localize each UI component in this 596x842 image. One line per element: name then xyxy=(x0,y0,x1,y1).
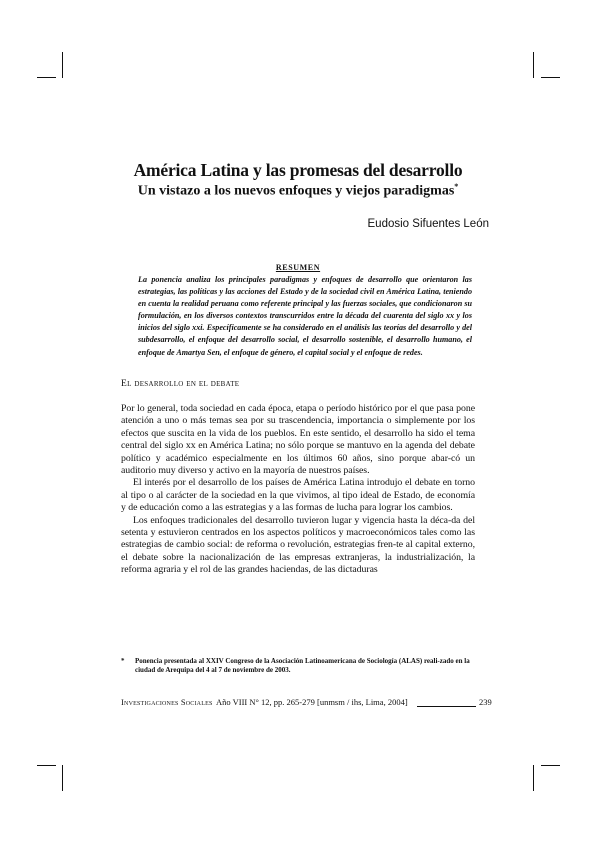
footnote-marker: * xyxy=(121,657,125,665)
crop-mark-top-right xyxy=(533,52,534,78)
section-heading: El desarrollo en el debate xyxy=(121,379,240,389)
body-paragraph: El interés por el desarrollo de los países de América Latina introdujo el debate en torno al tipo o al carácter de la sociedad en la que vivimos, al tipo ideal de Estado, de economía y de educación como a las estrategias y a las formas de lucha para lograr los cambios. xyxy=(121,477,475,514)
abstract-heading: RESUMEN xyxy=(275,263,321,272)
article-subtitle xyxy=(0,182,596,200)
page-number: 239 xyxy=(479,697,492,707)
author-name: Eudosio Sifuentes León xyxy=(367,218,489,230)
crop-mark-top-left xyxy=(62,52,63,78)
subtitle-text: Un vistazo a los nuevos enfoques y viejos paradigmas xyxy=(137,183,455,199)
footer-rule xyxy=(417,706,476,707)
subtitle-footnote-marker: * xyxy=(454,182,459,191)
crop-mark-bottom-right xyxy=(541,765,560,766)
body-paragraph: Por lo general, toda sociedad en cada época, etapa o período histórico por el que pasa pone atención a uno o más temas sea por su trascendencia, importancia o simplemente por los efectos que suscita en la vida de los pueblos. En este sentido, el desarrollo ha sido el tema central del siglo xx en América Latina; no sólo porque se mantuvo en la agenda del debate político y académico especialmente en los últimos 60 años, sino porque abar-có un auditorio muy diverso y activo en la mayoría de nuestros países. xyxy=(121,403,475,477)
body-text xyxy=(121,403,475,577)
crop-mark-top-right xyxy=(541,77,560,78)
article-title: América Latina y las promesas del desarrollo xyxy=(133,160,463,180)
journal-citation: Año VIII N° 12, pp. 265-279 [unmsm / ihs, Lima, 2004] xyxy=(216,697,408,707)
journal-name: Investigaciones Sociales xyxy=(121,697,213,707)
crop-mark-bottom-right xyxy=(533,765,534,791)
body-paragraph: Los enfoques tradicionales del desarrollo tuvieron lugar y vigencia hasta la déca-da del setenta y estuvieron centrados en los aspectos políticos y macroeconómicos tales como las estrategias de cambio social: de reforma o revolución, estrategias fren-te al capital externo, el debate sobre la nacionalización de las empresas extranjeras, la industrialización, la reforma agraria y el rol de las grandes haciendas, de las dictaduras xyxy=(121,514,475,576)
crop-mark-bottom-left xyxy=(62,765,63,791)
footnote-text: Ponencia presentada al XXIV Congreso de la Asociación Latinoamericana de Sociología (ALAS) reali-zado en la ciudad de Arequipa del 4 al 7 de noviembre de 2003. xyxy=(135,657,470,675)
crop-mark-top-left xyxy=(37,77,56,78)
crop-mark-bottom-left xyxy=(37,765,56,766)
abstract-text: La ponencia analiza los principales paradigmas y enfoques de desarrollo que orientaron las estrategias, las políticas y las acciones del Estado y de la sociedad civil en América Latina, teniendo en cuenta la realidad peruana como referente principal y las fuerzas sociales, que condicionaron su formulación, en los diversos contextos transcurridos entre la década del cuarenta del siglo xx y los inicios del siglo xxi. Específicamente se ha considerado en el análisis las teorías del desarrollo y del subdesarrollo, el enfoque del desarrollo social, el desarrollo sostenible, el desarrollo humano, el enfoque de Amartya Sen, el enfoque de género, el capital social y el enfoque de redes. xyxy=(138,275,472,357)
